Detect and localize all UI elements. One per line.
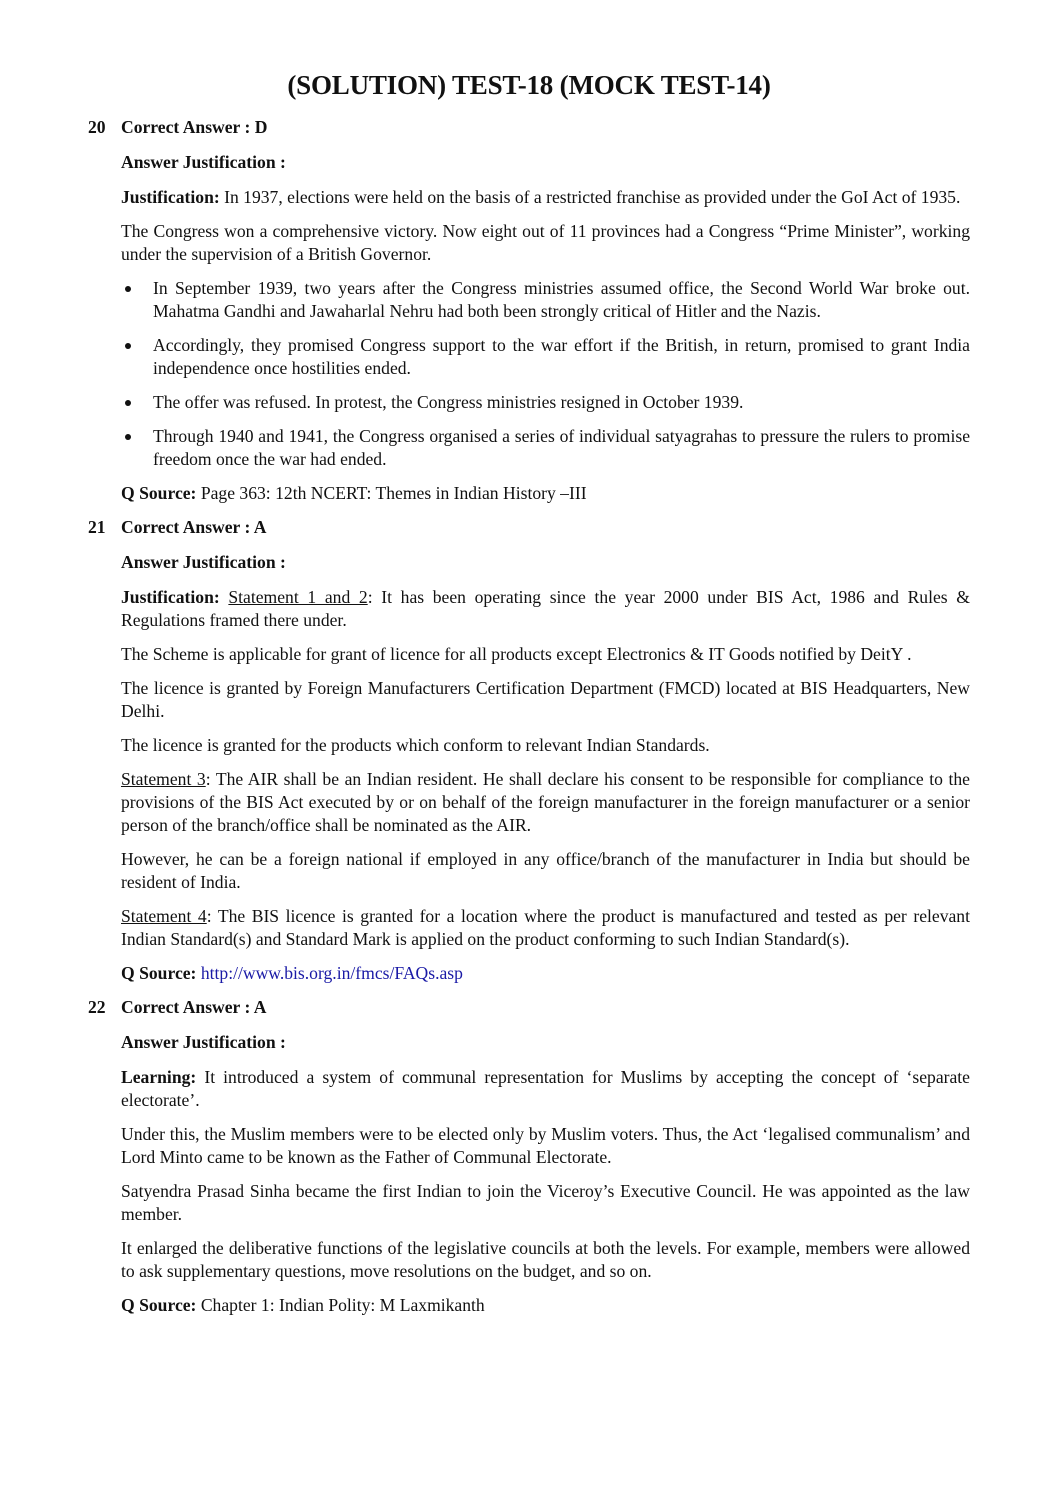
paragraph: The licence is granted for the products which conform to relevant Indian Standards.	[121, 735, 710, 755]
statement-label: Statement 1 and 2	[228, 587, 368, 607]
justification-label: Justification:	[121, 187, 220, 207]
q-source: Q Source: Page 363: 12th NCERT: Themes in Indian History –III	[121, 483, 587, 503]
paragraph: The Congress won a comprehensive victory. Now eight out of 11 provinces had a Congress “Prime Minister”, working under the supervision of a British Governor.	[121, 221, 970, 264]
answer-justification-heading: Answer Justification :	[121, 152, 286, 172]
paragraph: It enlarged the deliberative functions of the legislative councils at both the levels. For example, members were allowed to ask supplementary questions, move resolutions on the budget, and so on.	[121, 1238, 970, 1281]
page-title: (SOLUTION) TEST-18 (MOCK TEST-14)	[287, 70, 771, 100]
learning-paragraph: Learning: It introduced a system of communal representation for Muslims by accepting the concept of ‘separate electorate’.	[121, 1067, 970, 1110]
paragraph: The Scheme is applicable for grant of licence for all products except Electronics & IT Goods notified by DeitY .	[121, 644, 912, 664]
bullet-icon	[125, 343, 131, 349]
q-source-label: Q Source:	[121, 1295, 197, 1315]
justification-paragraph: Justification: In 1937, elections were held on the basis of a restricted franchise as provided under the GoI Act of 1935.	[121, 187, 961, 207]
learning-label: Learning:	[121, 1067, 197, 1087]
bullet-icon	[125, 434, 131, 440]
answer-letter: A	[253, 517, 267, 537]
question-number: 22	[88, 997, 106, 1017]
bullet-item: The offer was refused. In protest, the Congress ministries resigned in October 1939.	[121, 391, 970, 414]
q-source-link[interactable]: http://www.bis.org.in/fmcs/FAQs.asp	[200, 963, 463, 983]
question-number: 21	[88, 517, 106, 537]
bullet-icon	[125, 286, 131, 292]
answer-letter: D	[254, 117, 268, 137]
question-20	[88, 116, 970, 505]
bullet-list	[121, 277, 970, 471]
answer-justification-heading: Answer Justification :	[121, 552, 286, 572]
paragraph: Under this, the Muslim members were to be elected only by Muslim voters. Thus, the Act ‘legalised communalism’ and Lord Minto came to be known as the Father of Communal Electorate.	[121, 1124, 970, 1167]
q-source-label: Q Source:	[121, 483, 197, 503]
correct-answer: Correct Answer : D	[121, 117, 268, 137]
statement-label: Statement 4	[121, 906, 207, 926]
correct-answer: Correct Answer : A	[121, 997, 267, 1017]
question-21	[88, 516, 970, 985]
question-header	[88, 996, 970, 1019]
paragraph: However, he can be a foreign national if employed in any office/branch of the manufacturer in India but should be resident of India.	[121, 849, 970, 892]
bullet-icon	[125, 400, 131, 406]
bullet-item: Accordingly, they promised Congress support to the war effort if the British, in return, promised to grant India independence once hostilities ended.	[121, 334, 970, 380]
question-header	[88, 116, 970, 139]
answer-letter: A	[253, 997, 267, 1017]
document-content	[88, 116, 970, 1328]
statement-3-paragraph: Statement 3: The AIR shall be an Indian resident. He shall declare his consent to be responsible for compliance to the provisions of the BIS Act executed by or on behalf of the foreign manufacturer in the foreign manufacturer or a senior person of the branch/office shall be nominated as the AIR.	[121, 769, 970, 835]
bullet-item: In September 1939, two years after the Congress ministries assumed office, the Second World War broke out. Mahatma Gandhi and Jawaharlal Nehru had both been strongly critical of Hitler and the Nazis.	[121, 277, 970, 323]
question-22	[88, 996, 970, 1317]
paragraph: Satyendra Prasad Sinha became the first Indian to join the Viceroy’s Executive Council. He was appointed as the law member.	[121, 1181, 970, 1224]
question-header	[88, 516, 970, 539]
answer-justification-heading: Answer Justification :	[121, 1032, 286, 1052]
justification-paragraph: Justification: Statement 1 and 2: It has been operating since the year 2000 under BIS Act, 1986 and Rules & Regulations framed there under.	[121, 587, 970, 630]
correct-answer: Correct Answer : A	[121, 517, 267, 537]
justification-label: Justification:	[121, 587, 220, 607]
statement-label: Statement 3	[121, 769, 206, 789]
paragraph: The licence is granted by Foreign Manufacturers Certification Department (FMCD) located at BIS Headquarters, New Delhi.	[121, 678, 970, 721]
bullet-item: Through 1940 and 1941, the Congress organised a series of individual satyagrahas to pressure the rulers to promise freedom once the war had ended.	[121, 425, 970, 471]
question-number: 20	[88, 117, 106, 137]
q-source	[121, 962, 970, 985]
q-source: Q Source: Chapter 1: Indian Polity: M Laxmikanth	[121, 1295, 485, 1315]
q-source-label: Q Source:	[121, 963, 197, 983]
statement-4-paragraph: Statement 4: The BIS licence is granted for a location where the product is manufactured and tested as per relevant Indian Standard(s) and Standard Mark is applied on the product conforming to such Indian Standard(s).	[121, 906, 970, 949]
